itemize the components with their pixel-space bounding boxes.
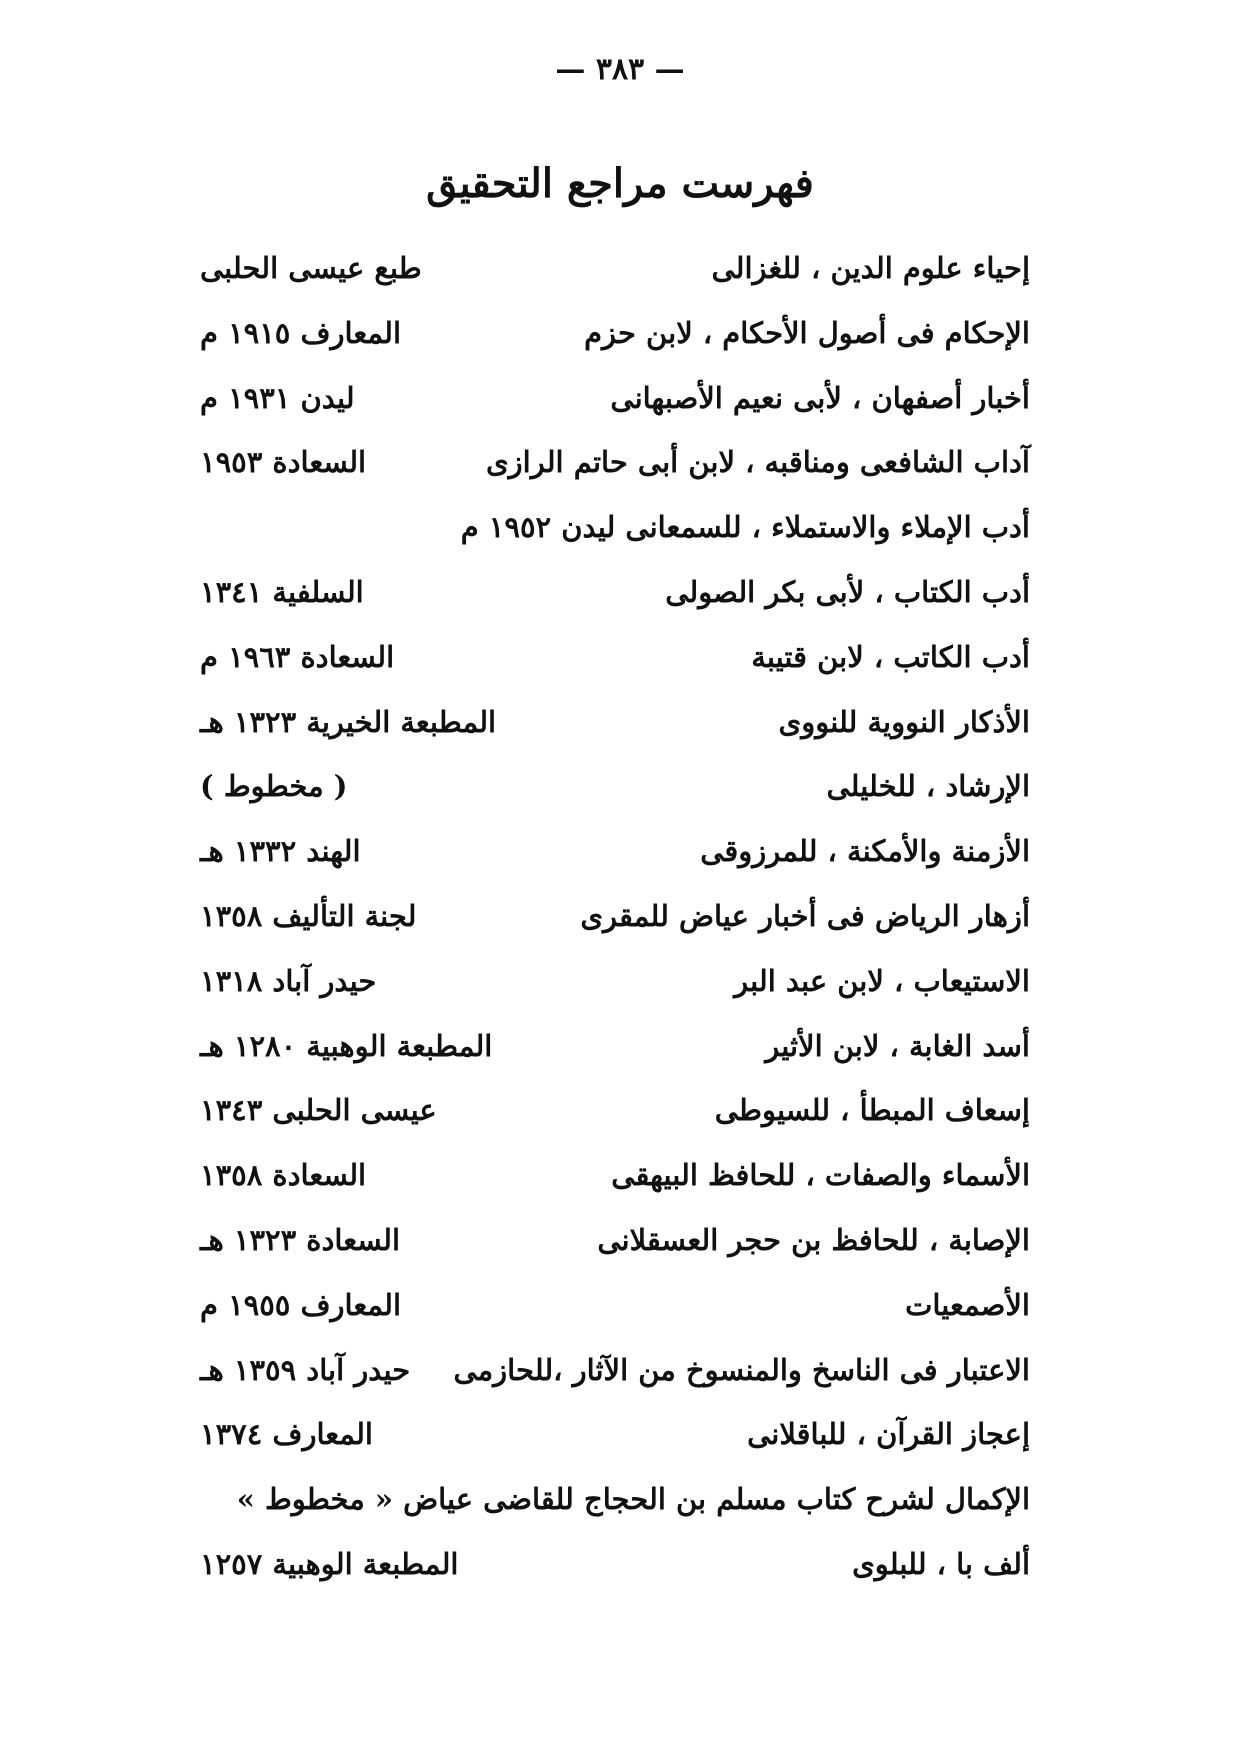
reference-entry [200,248,1030,313]
reference-publisher: المعارف ١٩١٥ م [200,315,402,350]
reference-entry [200,702,1030,767]
reference-title: أدب الكتاب ، لأبى بكر الصولى [665,574,1030,609]
reference-title: الإرشاد ، للخليلى [826,769,1030,804]
reference-publisher: المعارف ١٣٧٤ [200,1417,373,1452]
reference-entry [200,831,1030,896]
reference-publisher: عيسى الحلبى ١٣٤٣ [200,1093,437,1128]
reference-title: إسعاف المبطأ ، للسيوطى [714,1093,1030,1128]
reference-entry [200,1155,1030,1220]
page-title: فهرست مراجع التحقيق [426,160,814,207]
reference-entry [200,442,1030,507]
reference-entry [200,507,1030,572]
reference-entry [200,1544,1030,1609]
reference-title: أسد الغابة ، لابن الأثير [765,1028,1030,1063]
reference-publisher: المعارف ١٩٥٥ م [200,1287,402,1322]
reference-title: الإحكام فى أصول الأحكام ، لابن حزم [584,315,1030,350]
reference-entry [200,637,1030,702]
reference-title: الإكمال لشرح كتاب مسلم بن الحجاج للقاضى عياض « مخطوط » [236,1482,1030,1517]
reference-publisher: الهند ١٣٣٢ هـ [200,834,361,869]
reference-publisher: المطبعة الوهبية ١٢٥٧ [200,1546,459,1581]
reference-entry [200,572,1030,637]
reference-title: الأذكار النووية للنووى [778,704,1030,739]
reference-publisher: ( مخطوط ) [200,769,348,804]
reference-title: الإصابة ، للحافظ بن حجر العسقلانى [597,1222,1030,1257]
reference-publisher: المطبعة الوهبية ١٢٨٠ هـ [200,1028,493,1063]
page-number: — ٣٨٣ — [555,52,685,87]
reference-publisher: حيدر آباد ١٣١٨ [200,963,377,998]
reference-publisher: السعادة ١٣٢٣ هـ [200,1222,400,1257]
reference-entry [200,1090,1030,1155]
reference-title: الأصمعيات [905,1287,1030,1322]
reference-title: ألف با ، للبلوى [852,1546,1030,1581]
reference-entry [200,766,1030,831]
reference-title: الاستيعاب ، لابن عبد البر [734,963,1030,998]
reference-publisher: طبع عيسى الحلبى [200,251,422,285]
reference-title: الاعتبار فى الناسخ والمنسوخ من الآثار ،للحازمى [453,1352,1030,1387]
reference-title: إحياء علوم الدين ، للغزالى [711,251,1030,285]
reference-entry [200,1220,1030,1285]
reference-entry [200,1285,1030,1350]
reference-title: الأسماء والصفات ، للحافظ البيهقى [611,1158,1030,1193]
reference-entry [200,1414,1030,1479]
reference-title: أدب الإملاء والاستملاء ، للسمعانى ليدن ١٩٥٢ م [460,510,1030,545]
reference-entry [200,1479,1030,1544]
reference-publisher: لجنة التأليف ١٣٥٨ [200,898,417,933]
reference-publisher: السعادة ١٩٥٣ [200,445,367,480]
reference-entry [200,961,1030,1026]
reference-entry [200,1026,1030,1091]
reference-title: الأزمنة والأمكنة ، للمرزوقى [700,834,1030,869]
references-list [200,248,1030,1609]
reference-entry [200,1350,1030,1415]
reference-title: أزهار الرياض فى أخبار عياض للمقرى [580,898,1030,933]
reference-publisher: حيدر آباد ١٣٥٩ هـ [200,1352,411,1387]
reference-publisher: السلفية ١٣٤١ [200,574,364,609]
reference-title: أدب الكاتب ، لابن قتيبة [751,639,1030,674]
reference-title: أخبار أصفهان ، لأبى نعيم الأصبهانى [610,380,1030,415]
reference-publisher: السعادة ١٣٥٨ [200,1158,367,1193]
reference-publisher: السعادة ١٩٦٣ م [200,639,395,674]
reference-publisher: المطبعة الخيرية ١٣٢٣ هـ [200,704,497,739]
reference-entry [200,378,1030,443]
reference-entry [200,313,1030,378]
reference-title: إعجاز القرآن ، للباقلانى [747,1417,1030,1452]
reference-entry [200,896,1030,961]
reference-publisher: ليدن ١٩٣١ م [200,380,355,415]
reference-title: آداب الشافعى ومناقبه ، لابن أبى حاتم الرازى [485,445,1030,480]
